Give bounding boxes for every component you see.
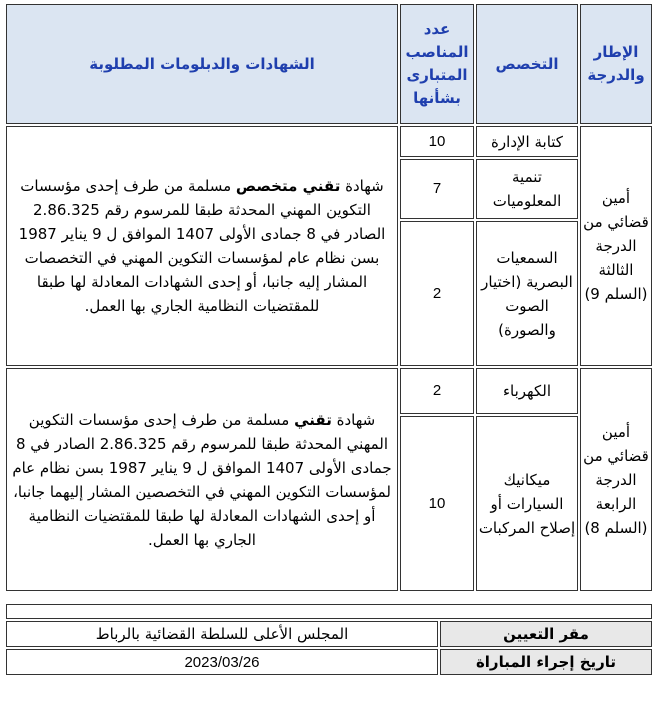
specialty-cell: تنمية المعلوميات xyxy=(476,159,578,219)
count-cell: 2 xyxy=(400,221,474,366)
count-cell: 2 xyxy=(400,368,474,414)
location-row xyxy=(6,621,652,647)
specialty-cell: ميكانيك السيارات أو إصلاح المركبات xyxy=(476,416,578,591)
specialty-cell: كتابة الإدارة xyxy=(476,126,578,157)
job-grade-4: أمين قضائي من الدرجة الرابعة (السلم 8) xyxy=(580,368,652,591)
specialty-cell: الكهرباء xyxy=(476,368,578,414)
location-label: مقر التعيين xyxy=(440,621,652,647)
requirements-grade-4: شهادة تقني مسلمة من طرف إحدى مؤسسات التكوين المهني المحدثة طبقا للمرسوم رقم 2.86.325 الصادر في 8 جمادى الأولى 1407 الموافق ل 9 يناير 1987 بسن نظام عام لمؤسسات التكوين المهني في التخصصين المشار إليهما جانبا، أو إحدى الشهادات المعادلة لها طبقا للمقتضيات النظامية الجاري بها العمل. xyxy=(6,368,398,591)
requirements-grade-3: شهادة تقني متخصص مسلمة من طرف إحدى مؤسسات التكوين المهني المحدثة طبقا للمرسوم رقم 2.86.325 الصادر في 8 جمادى الأولى 1407 الموافق ل 9 يناير 1987 بسن نظام عام لمؤسسات التكوين المهني في التخصصات المشار إليه جانبا، أو إحدى الشهادات المعادلة لها طبقا للمقتضيات النظامية الجاري بها العمل. xyxy=(6,126,398,366)
job-grade-3: أمين قضائي من الدرجة الثالثة (السلم 9) xyxy=(580,126,652,366)
header-row xyxy=(6,4,652,124)
blank-cell xyxy=(6,604,652,619)
table-row xyxy=(6,368,652,414)
location-value: المجلس الأعلى للسلطة القضائية بالرباط xyxy=(6,621,438,647)
table-row xyxy=(6,126,652,157)
header-diplomas: الشهادات والدبلومات المطلوبة xyxy=(6,4,398,124)
count-cell: 7 xyxy=(400,159,474,219)
spacer-row xyxy=(6,604,652,619)
date-row xyxy=(6,649,652,675)
header-specialty: التخصص xyxy=(476,4,578,124)
diploma-type: تقني متخصص xyxy=(235,177,341,195)
count-cell: 10 xyxy=(400,126,474,157)
header-job: الإطار والدرجة xyxy=(580,4,652,124)
positions-table xyxy=(4,2,654,593)
date-label: تاريخ إجراء المباراة xyxy=(440,649,652,675)
count-cell: 10 xyxy=(400,416,474,591)
specialty-cell: السمعيات البصرية (اختيار الصوت والصورة) xyxy=(476,221,578,366)
info-table xyxy=(4,602,654,677)
date-value: 2023/03/26 xyxy=(6,649,438,675)
header-count: عدد المناصب المتبارى بشأنها xyxy=(400,4,474,124)
diploma-type: تقني xyxy=(294,410,332,429)
